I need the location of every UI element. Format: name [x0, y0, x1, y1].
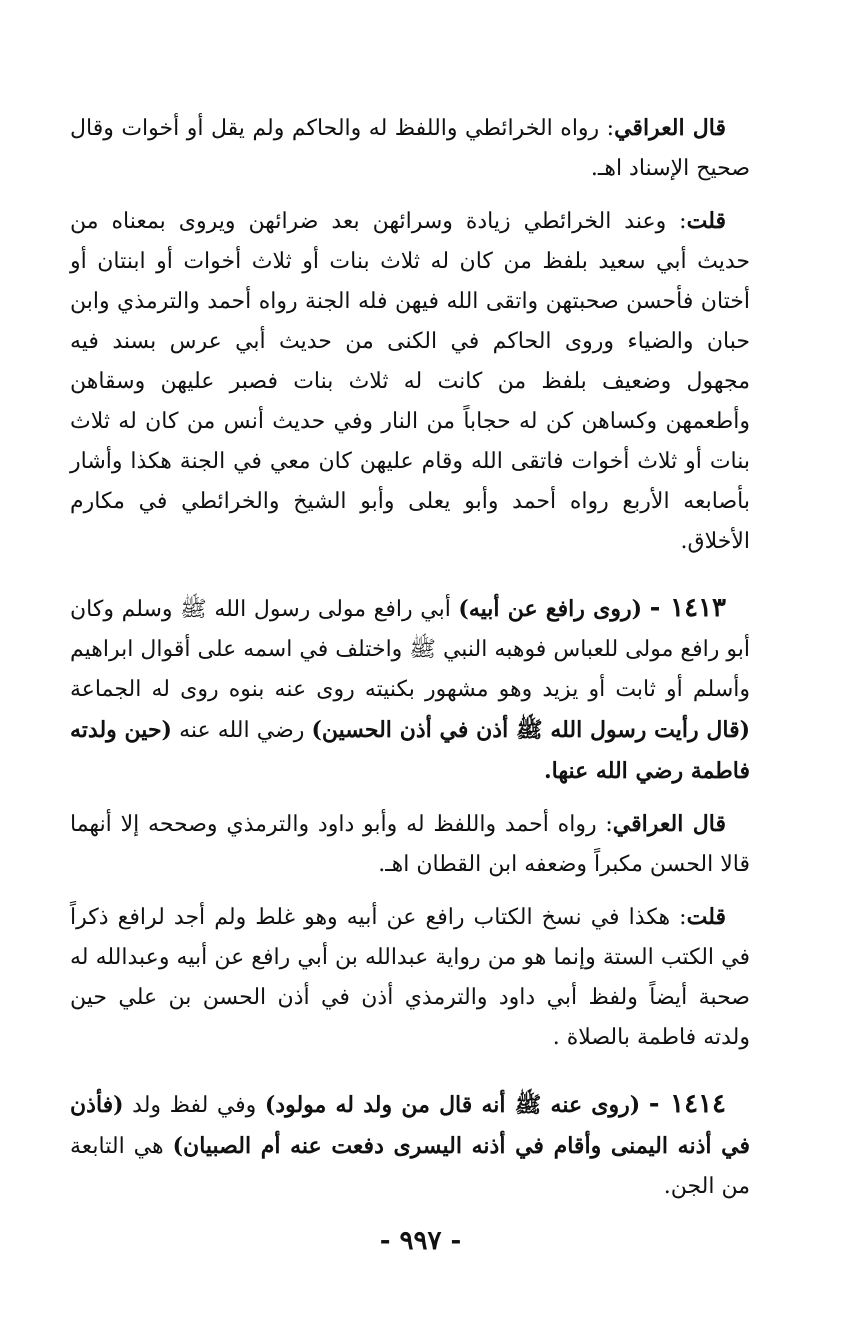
paragraph-iraqi-2 [70, 804, 750, 885]
hadith-text: هي التابعة من الجن. [70, 1134, 750, 1199]
paragraph-text: : وعند الخرائطي زيادة وسرائهن بعد ضرائهن ويروى بمعناه من حديث أبي سعيد بلفظ من كان له ثلاث بنات أو ثلاث أخوات أو ابنتان أو أختان فأحسن صحبتهن واتقى الله فيهن فله الجنة رواه أحمد والترمذي وابن حبان والضياء وروى الحاكم في الكنى من حديث أبي عرس بسند فيه مجهول وضعيف بلفظ من كانت له ثلاث بنات فصبر عليهن وسقاهن وأطعمهن وكساهن كن له حجاباً من النار وفي حديث أنس من كان له ثلاث بنات أو ثلاث أخوات فاتقى الله وقام عليهن كان معي في الجنة هكذا وأشار بأصابعه الأربع رواه أحمد وأبو يعلى وأبو الشيخ والخرائطي في مكارم الأخلاق. [70, 209, 750, 554]
hadith-quote: (قال رأيت رسول الله ﷺ أذن في أذن الحسين) [311, 717, 750, 743]
hadith-1414 [70, 1084, 750, 1207]
hadith-text: أبي رافع مولى رسول الله ﷺ وسلم وكان أبو رافع مولى للعباس فوهبه النبي ﷺ واختلف في اسمه على أقوال ابراهيم وأسلم أو ثابت أو يزيد وهو مشهور بكنيته روى عنه بنوه روى له الجماعة [70, 597, 750, 702]
paragraph-text: : رواه أحمد واللفظ له وأبو داود والترمذي وصححه إلا أنهما قالا الحسن مكبراً وضعفه ابن القطان اهـ. [70, 812, 750, 877]
hadith-heading: (روى عنه ﷺ أنه قال من ولد له مولود) [264, 1092, 641, 1118]
hadith-number: ١٤١٤ - [648, 1089, 727, 1119]
page-content [70, 108, 750, 1219]
paragraph-lead: قال العراقي [612, 811, 726, 837]
hadith-1413 [70, 588, 750, 792]
hadith-quote: (حين ولدته فاطمة رضي الله عنها. [70, 717, 750, 784]
paragraph-qultu-2 [70, 897, 750, 1058]
page-number: - ٩٩٧ - [379, 1226, 462, 1256]
paragraph-text: : هكذا في نسخ الكتاب رافع عن أبيه وهو غلط ولم أجد لرافع ذكراً في الكتب الستة وإنما هو من رواية عبدالله بن أبي رافع عن أبيه وعبدالله له صحبة أيضاً ولفظ أبي داود والترمذي أذن في أذن الحسن بن علي حين ولدته فاطمة بالصلاة . [70, 905, 750, 1050]
paragraph-lead: قال العراقي [614, 115, 726, 141]
paragraph-iraqi-1 [70, 108, 750, 189]
paragraph-qultu-1 [70, 201, 750, 562]
hadith-text: وفي لفظ ولد [123, 1093, 265, 1118]
hadith-quote: (فأذن في أذنه اليمنى وأقام في أذنه اليسرى دفعت عنه أم الصبيان) [70, 1092, 750, 1159]
paragraph-text: : رواه الخرائطي واللفظ له والحاكم ولم يقل أو أخوات وقال صحيح الإسناد اهـ. [70, 116, 750, 181]
paragraph-lead: قلت [686, 208, 726, 234]
hadith-number: ١٤١٣ - [649, 593, 726, 623]
hadith-text: رضي الله عنه [171, 718, 312, 743]
hadith-heading: (روى رافع عن أبيه) [458, 596, 643, 622]
paragraph-lead: قلت [686, 904, 726, 930]
